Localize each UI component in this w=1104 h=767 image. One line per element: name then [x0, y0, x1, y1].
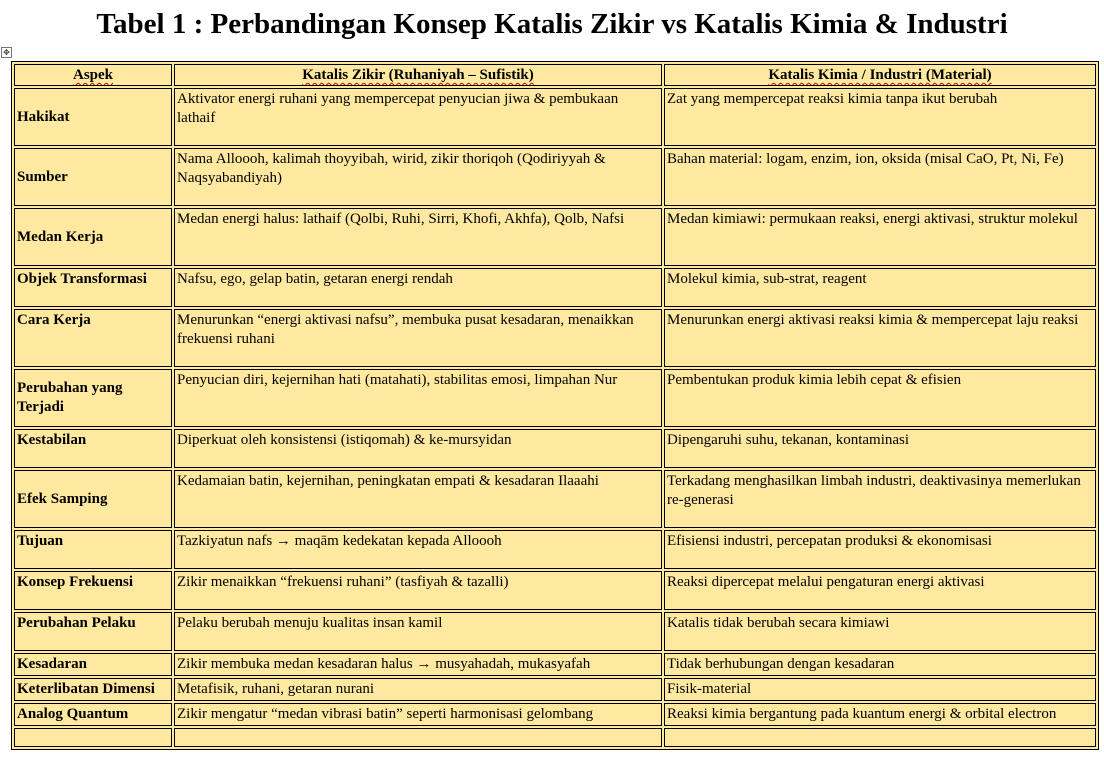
- aspek-cell[interactable]: Cara Kerja: [14, 309, 172, 367]
- kimia-cell[interactable]: Pembentukan produk kimia lebih cepat & efisien: [664, 369, 1096, 427]
- kimia-cell[interactable]: Dipengaruhi suhu, tekanan, kontaminasi: [664, 429, 1096, 468]
- header-katalis-zikir: Katalis Zikir (Ruhaniyah – Sufistik): [174, 64, 662, 86]
- zikir-cell[interactable]: Zikir mengatur “medan vibrasi batin” seperti harmonisasi gelombang: [174, 703, 662, 726]
- table-row: [14, 148, 1096, 206]
- zikir-cell[interactable]: Zikir membuka medan kesadaran halus → musyahadah, mukasyafah: [174, 653, 662, 676]
- table-row: [14, 88, 1096, 146]
- aspek-cell[interactable]: Kesadaran: [14, 653, 172, 676]
- kimia-cell[interactable]: Efisiensi industri, percepatan produksi & ekonomisasi: [664, 530, 1096, 569]
- kimia-cell[interactable]: Bahan material: logam, enzim, ion, oksida (misal CaO, Pt, Ni, Fe): [664, 148, 1096, 206]
- table-row: [14, 612, 1096, 651]
- aspek-cell[interactable]: Objek Transformasi: [14, 268, 172, 307]
- zikir-cell[interactable]: Penyucian diri, kejernihan hati (matahati), stabilitas emosi, limpahan Nur: [174, 369, 662, 427]
- kimia-cell[interactable]: Medan kimiawi: permukaan reaksi, energi aktivasi, struktur molekul: [664, 208, 1096, 266]
- aspek-cell[interactable]: Perubahan yang Terjadi: [14, 369, 172, 427]
- table-move-handle-icon[interactable]: ✥: [1, 47, 12, 58]
- aspek-cell[interactable]: Hakikat: [14, 88, 172, 146]
- empty-table-row: [14, 728, 1096, 747]
- table-row: [14, 429, 1096, 468]
- table-row: [14, 703, 1096, 726]
- comparison-table: [11, 61, 1099, 750]
- table-row: [14, 369, 1096, 427]
- aspek-cell[interactable]: Efek Samping: [14, 470, 172, 528]
- table-row: [14, 653, 1096, 676]
- kimia-cell[interactable]: Reaksi kimia bergantung pada kuantum energi & orbital electron: [664, 703, 1096, 726]
- zikir-cell[interactable]: Menurunkan “energi aktivasi nafsu”, membuka pusat kesadaran, menaikkan frekuensi ruhani: [174, 309, 662, 367]
- empty-cell[interactable]: [174, 728, 662, 747]
- kimia-cell[interactable]: Molekul kimia, sub-strat, reagent: [664, 268, 1096, 307]
- document-title: Tabel 1 : Perbandingan Konsep Katalis Zikir vs Katalis Kimia & Industri: [96, 8, 1008, 40]
- aspek-cell[interactable]: Tujuan: [14, 530, 172, 569]
- header-aspek: Aspek: [14, 64, 172, 86]
- header-katalis-kimia: Katalis Kimia / Industri (Material): [664, 64, 1096, 86]
- kimia-cell[interactable]: Menurunkan energi aktivasi reaksi kimia & mempercepat laju reaksi: [664, 309, 1096, 367]
- aspek-cell[interactable]: Kestabilan: [14, 429, 172, 468]
- empty-cell[interactable]: [14, 728, 172, 747]
- kimia-cell[interactable]: Katalis tidak berubah secara kimiawi: [664, 612, 1096, 651]
- table-row: [14, 530, 1096, 569]
- table-row: [14, 678, 1096, 701]
- zikir-cell[interactable]: Kedamaian batin, kejernihan, peningkatan empati & kesadaran Ilaaahi: [174, 470, 662, 528]
- zikir-cell[interactable]: Nama Alloooh, kalimah thoyyibah, wirid, zikir thoriqoh (Qodiriyyah & Naqsyabandiyah): [174, 148, 662, 206]
- zikir-cell[interactable]: Zikir menaikkan “frekuensi ruhani” (tasfiyah & tazalli): [174, 571, 662, 610]
- kimia-cell[interactable]: Reaksi dipercepat melalui pengaturan energi aktivasi: [664, 571, 1096, 610]
- aspek-cell[interactable]: Sumber: [14, 148, 172, 206]
- aspek-cell[interactable]: Perubahan Pelaku: [14, 612, 172, 651]
- table-header-row: [14, 64, 1096, 86]
- kimia-cell[interactable]: Tidak berhubungan dengan kesadaran: [664, 653, 1096, 676]
- zikir-cell[interactable]: Nafsu, ego, gelap batin, getaran energi rendah: [174, 268, 662, 307]
- zikir-cell[interactable]: Tazkiyatun nafs → maqām kedekatan kepada Alloooh: [174, 530, 662, 569]
- zikir-cell[interactable]: Pelaku berubah menuju kualitas insan kamil: [174, 612, 662, 651]
- kimia-cell[interactable]: Zat yang mempercepat reaksi kimia tanpa ikut berubah: [664, 88, 1096, 146]
- table-row: [14, 208, 1096, 266]
- kimia-cell[interactable]: Terkadang menghasilkan limbah industri, deaktivasinya memerlukan re-generasi: [664, 470, 1096, 528]
- zikir-cell[interactable]: Aktivator energi ruhani yang mempercepat penyucian jiwa & pembukaan lathaif: [174, 88, 662, 146]
- table-row: [14, 309, 1096, 367]
- table-row: [14, 268, 1096, 307]
- zikir-cell[interactable]: Medan energi halus: lathaif (Qolbi, Ruhi, Sirri, Khofi, Akhfa), Qolb, Nafsi: [174, 208, 662, 266]
- empty-cell[interactable]: [664, 728, 1096, 747]
- aspek-cell[interactable]: Analog Quantum: [14, 703, 172, 726]
- table-row: [14, 571, 1096, 610]
- aspek-cell[interactable]: Keterlibatan Dimensi: [14, 678, 172, 701]
- zikir-cell[interactable]: Metafisik, ruhani, getaran nurani: [174, 678, 662, 701]
- table-row: [14, 470, 1096, 528]
- aspek-cell[interactable]: Medan Kerja: [14, 208, 172, 266]
- kimia-cell[interactable]: Fisik-material: [664, 678, 1096, 701]
- zikir-cell[interactable]: Diperkuat oleh konsistensi (istiqomah) & ke-mursyidan: [174, 429, 662, 468]
- aspek-cell[interactable]: Konsep Frekuensi: [14, 571, 172, 610]
